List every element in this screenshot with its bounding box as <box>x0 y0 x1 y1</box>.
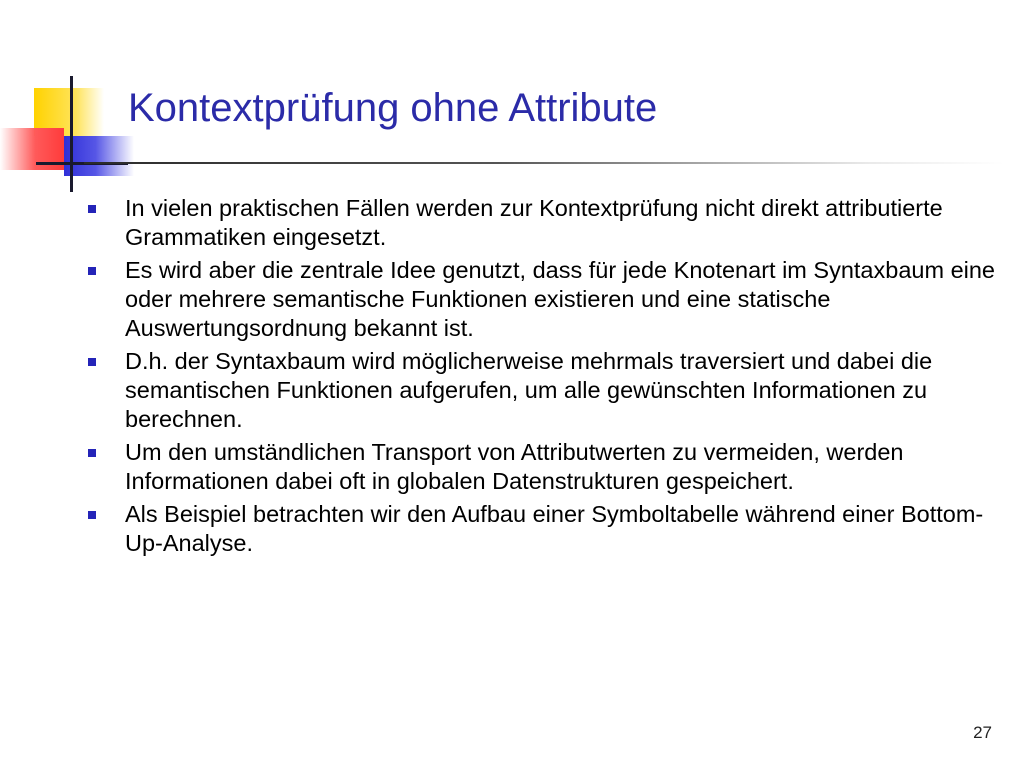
title-underline <box>84 162 1004 164</box>
bullet-square-icon <box>88 511 96 519</box>
blue-square <box>64 136 134 176</box>
bullet-list <box>88 194 998 562</box>
bullet-square-icon <box>88 267 96 275</box>
bullet-item <box>88 500 998 558</box>
bullet-item <box>88 438 998 496</box>
bullet-item <box>88 194 998 252</box>
bullet-text: D.h. der Syntaxbaum wird möglicherweise mehrmals traversiert und dabei die semantischen Funktionen aufgerufen, um alle gewünschten Informationen zu berechnen. <box>125 348 933 432</box>
bullet-text: Um den umständlichen Transport von Attributwerten zu vermeiden, werden Informationen dabei oft in globalen Datenstrukturen gespeichert. <box>125 439 904 494</box>
bullet-text: Es wird aber die zentrale Idee genutzt, dass für jede Knotenart im Syntaxbaum eine oder mehrere semantische Funktionen existieren und eine statische Auswertungsordnung bekannt ist. <box>125 257 995 341</box>
page-number: 27 <box>973 723 992 742</box>
bullet-square-icon <box>88 205 96 213</box>
corner-decoration <box>0 0 140 200</box>
bullet-text: Als Beispiel betrachten wir den Aufbau einer Symboltabelle während einer Bottom-Up-Analyse. <box>125 501 984 556</box>
slide-title: Kontextprüfung ohne Attribute <box>128 86 658 130</box>
bullet-square-icon <box>88 358 96 366</box>
bullet-item <box>88 347 998 434</box>
bullet-text: In vielen praktischen Fällen werden zur Kontextprüfung nicht direkt attributierte Grammatiken eingesetzt. <box>125 195 943 250</box>
vertical-line <box>70 76 73 192</box>
bullet-square-icon <box>88 449 96 457</box>
bullet-item <box>88 256 998 343</box>
